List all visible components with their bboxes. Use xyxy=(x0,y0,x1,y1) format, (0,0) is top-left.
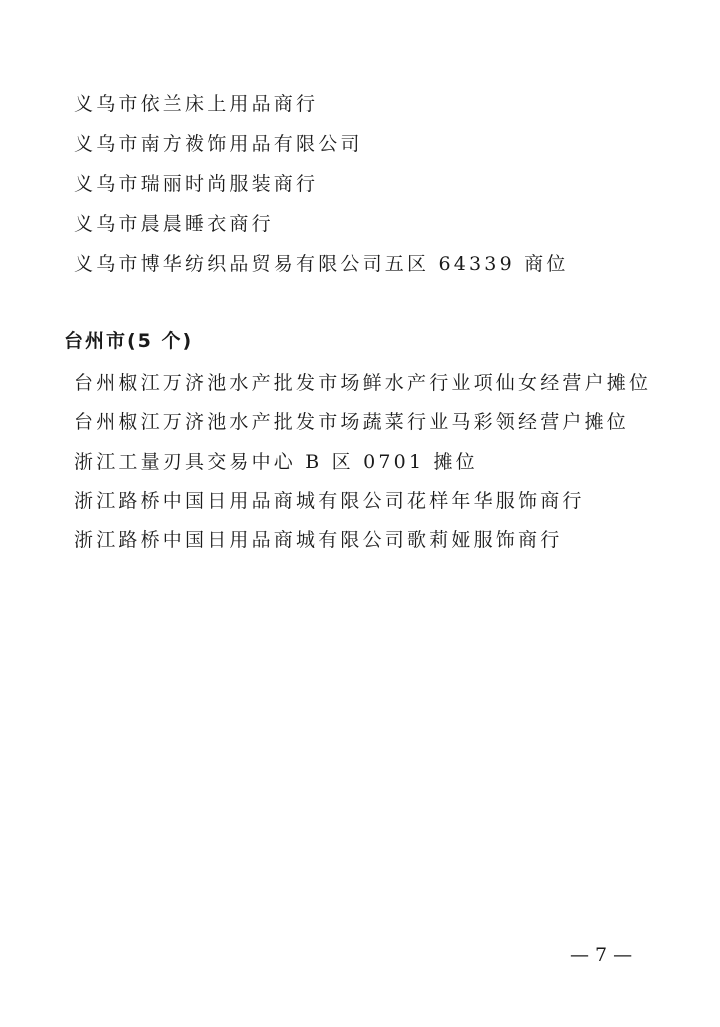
list-item: 浙江路桥中国日用品商城有限公司歌莉娅服饰商行 xyxy=(74,529,563,551)
list-item: 义乌市依兰床上用品商行 xyxy=(74,93,319,115)
list-item: 台州椒江万济池水产批发市场蔬菜行业马彩领经营户摊位 xyxy=(74,411,630,433)
list-item: 义乌市博华纺织品贸易有限公司五区 64339 商位 xyxy=(74,253,569,275)
list-item: 义乌市瑞丽时尚服装商行 xyxy=(74,173,319,195)
list-item: 义乌市南方袯饰用品有限公司 xyxy=(74,133,363,155)
list-item: 台州椒江万济池水产批发市场鲜水产行业项仙女经营户摊位 xyxy=(74,372,652,394)
section-heading-taizhou: 台州市(5 个) xyxy=(64,330,194,352)
list-item: 浙江工量刃具交易中心 B 区 0701 摊位 xyxy=(74,451,478,473)
list-item: 义乌市晨晨睡衣商行 xyxy=(74,213,274,235)
list-item: 浙江路桥中国日用品商城有限公司花样年华服饰商行 xyxy=(74,490,585,512)
page-number: — 7 — xyxy=(570,944,633,966)
